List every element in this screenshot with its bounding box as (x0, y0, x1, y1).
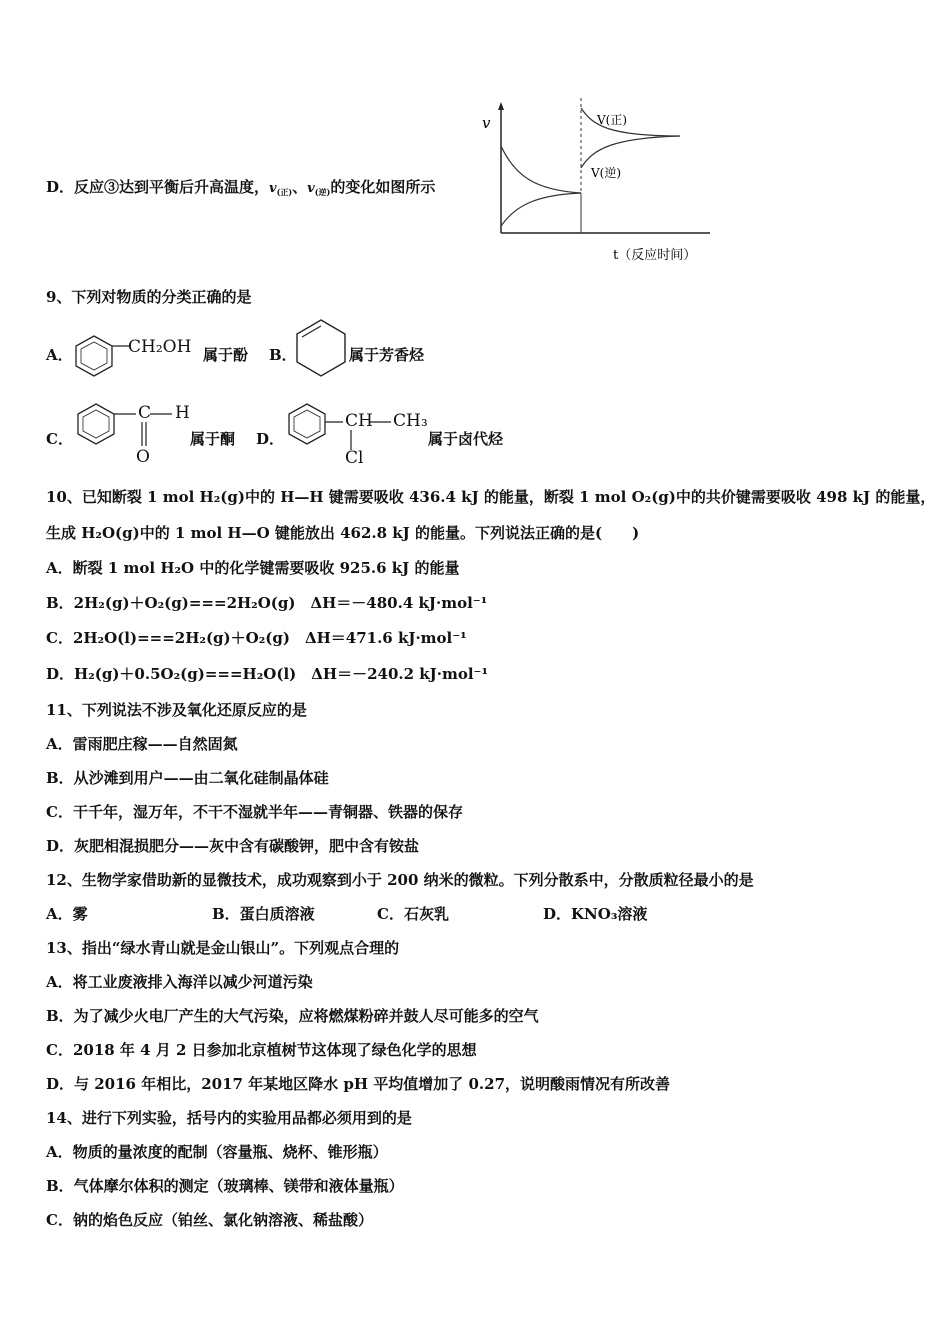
q14-stem: 14、进行下列实验，括号内的实验用品都必须用到的是 (46, 1109, 412, 1127)
q9-d-group-cl: Cl (345, 448, 364, 468)
q8-d-suffix: 的变化如图所示 (330, 178, 436, 196)
q8-option-d: D．反应③达到平衡后升高温度，$v_{(正)}$、$v_{(逆)}$的变化如图所示 (46, 178, 436, 197)
q9-a-group: CH₂OH (128, 337, 192, 357)
v-forward: $v_{(正)}$ (269, 181, 293, 197)
q9-d-group-ch: CH (345, 411, 373, 431)
q12-option-a: A．雾 (46, 905, 88, 923)
q9-d-text: 属于卤代烃 (428, 430, 504, 448)
q14-option-a: A．物质的量浓度的配制（容量瓶、烧杯、锥形瓶） (46, 1143, 388, 1161)
curve-forward-initial (501, 146, 581, 193)
curve-forward-label: V(正) (597, 113, 628, 127)
q9-stem: 9、下列对物质的分类正确的是 (46, 288, 252, 306)
q9-c-group-c: C (138, 403, 152, 423)
benzyl-alcohol-ring (74, 332, 134, 380)
q9-b-text: 属于芳香烃 (349, 346, 425, 364)
q9-c-group-h: H (175, 403, 190, 423)
q11-option-a: A．雷雨肥庄稼——自然固氮 (46, 735, 238, 753)
curve-forward-after (581, 108, 680, 136)
q13-stem: 13、指出“绿水青山就是金山银山”。下列观点合理的 (46, 939, 400, 957)
q14-option-b: B．气体摩尔体积的测定（玻璃棒、镁带和液体量瓶） (46, 1177, 404, 1195)
q9-a-text: 属于酚 (203, 346, 249, 364)
q9-b-label: B． (269, 346, 297, 364)
q10-option-b: B．2H₂(g)＋O₂(g)===2H₂O(g) ΔH＝－480.4 kJ·mol⁻¹ (46, 594, 488, 612)
q12-option-d: D．KNO₃溶液 (543, 905, 648, 923)
q10-option-c: C．2H₂O(l)===2H₂(g)＋O₂(g) ΔH＝471.6 kJ·mol⁻¹ (46, 629, 467, 647)
q10-stem-line-1: 10、已知断裂 1 mol H₂(g)中的 H—H 键需要吸收 436.4 kJ 的能量，断裂 1 mol O₂(g)中的共价键需要吸收 498 kJ 的能量， (46, 488, 936, 506)
q13-option-d: D．与 2016 年相比，2017 年某地区降水 pH 平均值增加了 0.27，说明酸雨情况有所改善 (46, 1075, 671, 1093)
y-axis-label: v (482, 114, 491, 132)
q8-d-prefix: D．反应③达到平衡后升高温度， (46, 178, 270, 196)
y-axis-arrow (498, 102, 504, 110)
q9-a-label: A． (46, 346, 73, 364)
curve-reverse-after (581, 136, 680, 168)
q11-option-d: D．灰肥相混损肥分——灰中含有碳酸钾，肥中含有铵盐 (46, 837, 420, 855)
q9-d-group-ch3: CH₃ (393, 411, 428, 431)
q13-option-b: B．为了减少火电厂产生的大气污染，应将燃煤粉碎并鼓人尽可能多的空气 (46, 1007, 539, 1025)
q11-option-c: C．干千年，湿万年，不干不湿就半年——青铜器、铁器的保存 (46, 803, 463, 821)
q13-option-c: C．2018 年 4 月 2 日参加北京植树节这体现了绿色化学的思想 (46, 1041, 477, 1059)
x-axis-label: t（反应时间） (613, 248, 697, 263)
cyclohexene-ring (295, 318, 349, 380)
q11-option-b: B．从沙滩到用户——由二氧化硅制晶体硅 (46, 769, 329, 787)
q13-option-a: A．将工业废液排入海洋以减少河道污染 (46, 973, 313, 991)
q14-option-c: C．钠的焰色反应（铂丝、氯化钠溶液、稀盐酸） (46, 1211, 373, 1229)
q11-stem: 11、下列说法不涉及氧化还原反应的是 (46, 701, 307, 719)
v-reverse: $v_{(逆)}$ (307, 181, 331, 197)
q10-stem-line-2: 生成 H₂O(g)中的 1 mol H—O 键能放出 462.8 kJ 的能量。下列说法正确的是( ) (46, 524, 640, 542)
q12-option-b: B．蛋白质溶液 (212, 905, 315, 923)
q10-option-d: D．H₂(g)＋0.5O₂(g)===H₂O(l) ΔH＝－240.2 kJ·mol⁻¹ (46, 665, 489, 683)
q9-c-label: C． (46, 430, 73, 448)
q9-c-group-o: O (136, 447, 150, 467)
q9-d-label: D． (256, 430, 285, 448)
q10-option-a: A．断裂 1 mol H₂O 中的化学键需要吸收 925.6 kJ 的能量 (46, 559, 460, 577)
q12-option-c: C．石灰乳 (377, 905, 449, 923)
q12-stem: 12、生物学家借助新的显微技术，成功观察到小于 200 纳米的微粒。下列分散系中，分散质粒径最小的是 (46, 871, 754, 889)
curve-reverse-label: V(逆) (591, 166, 622, 180)
q9-c-text: 属于酮 (190, 430, 236, 448)
rate-time-graph (475, 98, 735, 268)
curve-reverse-initial (501, 193, 581, 226)
